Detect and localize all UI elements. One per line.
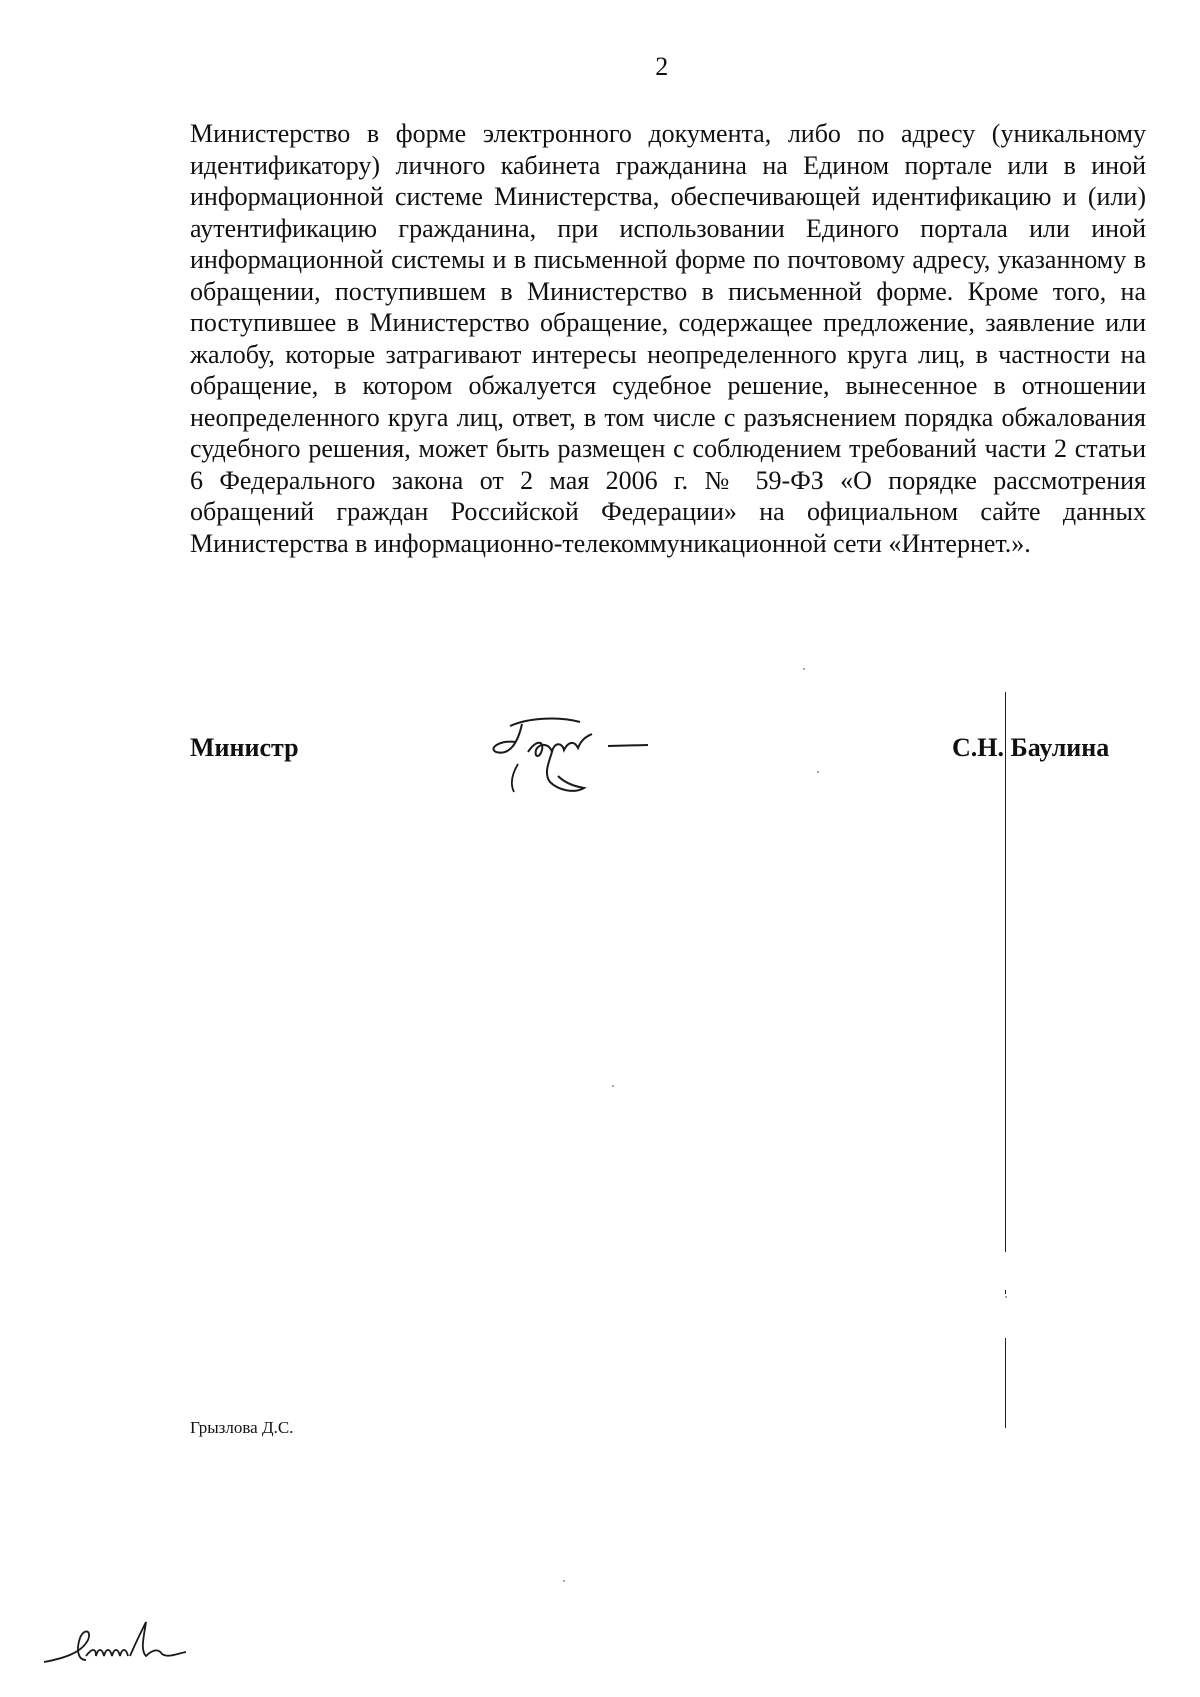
scan-speck xyxy=(803,668,805,670)
margin-line-tick xyxy=(1005,1290,1006,1294)
page-number: 2 xyxy=(655,52,669,81)
signatory-name: С.Н. Баулина xyxy=(952,733,1110,762)
scan-speck xyxy=(612,1085,614,1087)
margin-line xyxy=(1005,1338,1006,1428)
scan-speck xyxy=(1005,1296,1007,1298)
scan-speck xyxy=(563,1580,565,1582)
executor-name: Грызлова Д.С. xyxy=(190,1418,294,1437)
handwritten-initials xyxy=(36,1612,196,1672)
margin-line xyxy=(1005,692,1006,1252)
scan-speck xyxy=(817,771,819,773)
body-paragraph: Министерство в форме электронного документа, либо по адресу (уникальному идентификатору) личного кабинета гражданина на Едином портале или в иной информационной системе Министерства, обеспечивающей идентификацию и (или) аутентификацию гражданина, при использовании Единого портала или иной информационной системы и в письменной форме по почтовому адресу, указанному в обращении, поступившем в Министерство в письменной форме. Кроме того, на поступившее в Министерство обращение, содержащее предложение, заявление или жалобу, которые затрагивают интересы неопределенного круга лиц, в частности на обращение, в котором обжалуется судебное решение, вынесенное в отношении неопределенного круга лиц, ответ, в том числе с разъяснением порядка обжалования судебного решения, может быть размещен с соблюдением требований части 2 статьи 6 Федерального закона от 2 мая 2006 г. № 59-ФЗ «О порядке рассмотрения обращений граждан Российской Федерации» на официальном сайте данных Министерства в информационно-телекоммуникационной сети «Интернет.». xyxy=(190,119,1146,558)
handwritten-signature xyxy=(488,712,688,802)
signatory-role: Министр xyxy=(190,733,299,762)
